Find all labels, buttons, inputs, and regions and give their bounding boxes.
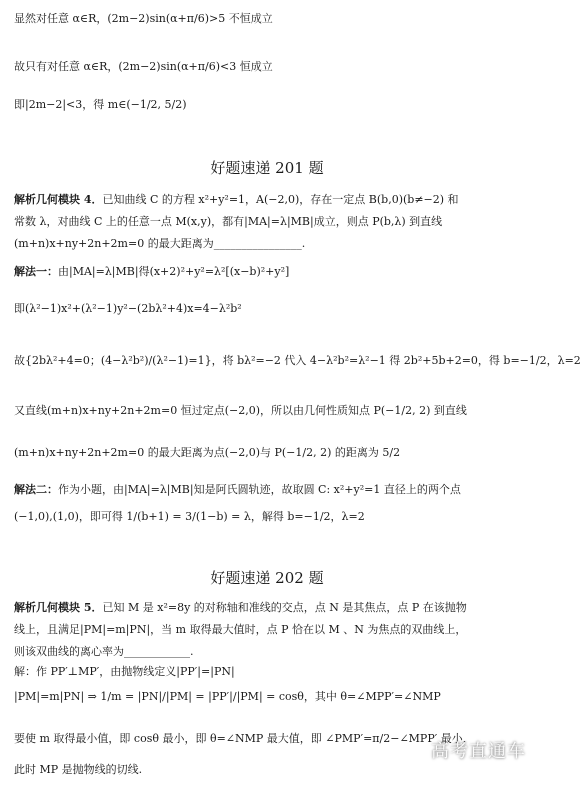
method-1-line: 故{2bλ²+4=0；(4−λ²b²)/(λ²−1)=1}，将 bλ²=−2 代入 4−λ²b²=λ²−1 得 2b²+5b+2=0，得 b=−1/2，λ=2 xyxy=(14,354,581,367)
section-title-202: 好题速递 202 题 xyxy=(210,569,324,587)
problem-202-line xyxy=(14,600,524,616)
method-text: 由|MA|=λ|MB|得(x+2)²+y²=λ²[(x−b)²+y²] xyxy=(58,265,290,278)
problem-201-line xyxy=(14,192,524,208)
method-1-line: 又直线(m+n)x+ny+2n+2m=0 恒过定点(−2,0)，所以由几何性质知点 P(−1/2, 2) 到直线 xyxy=(14,404,467,417)
problem-text: 已知 M 是 x²=8y 的对称轴和准线的交点，点 N 是其焦点，点 P 在该抛物 xyxy=(102,601,467,614)
problem-202-line: 则该双曲线的离心率为____________. xyxy=(14,645,194,658)
problem-label: 解析几何模块 4． xyxy=(14,193,103,206)
method-1-line: 即(λ²−1)x²+(λ²−1)y²−(2bλ²+4)x=4−λ²b² xyxy=(14,302,242,315)
method-2-line: (−1,0),(1,0)，即可得 1/(b+1) = 3/(1−b) = λ，解得 b=−1/2，λ=2 xyxy=(14,510,365,523)
method-2-line xyxy=(14,482,524,498)
watermark: 高考直通车 xyxy=(431,741,526,762)
problem-201-line: 常数 λ，对曲线 C 上的任意一点 M(x,y)，都有|MA|=λ|MB|成立，则点 P(b,λ) 到直线 xyxy=(14,215,443,228)
method-label: 解法一： xyxy=(14,265,58,278)
method-text: 作为小题，由|MA|=λ|MB|知是阿氏圆轨迹，故取圆 C: x²+y²=1 直径上的两个点 xyxy=(58,483,461,496)
solution-202-line: |PM|=m|PN| ⇒ 1/m = |PN|/|PM| = |PP′|/|PM| = cosθ，其中 θ=∠MPP′=∠NMP xyxy=(14,690,441,703)
solution-202-line: 解：作 PP′⊥MP′，由抛物线定义|PP′|=|PN| xyxy=(14,665,235,678)
problem-202-line: 线上，且满足|PM|=m|PN|，当 m 取得最大值时，点 P 恰在以 M 、N 为焦点的双曲线上， xyxy=(14,623,467,636)
solution-202-line: 要使 m 取得最小值，即 cosθ 最小，即 θ=∠NMP 最大值，即 ∠PMP′=π/2−∠MPP′ 最小， xyxy=(14,732,474,745)
method-1-line xyxy=(14,264,524,280)
text-line: 故只有对任意 α∈R，(2m−2)sin(α+π/6)<3 恒成立 xyxy=(14,60,273,73)
method-label: 解法二： xyxy=(14,483,58,496)
method-1-line: (m+n)x+ny+2n+2m=0 的最大距离为点(−2,0)与 P(−1/2, 2) 的距离为 5/2 xyxy=(14,446,401,459)
section-title-201: 好题速递 201 题 xyxy=(210,159,324,177)
problem-text: 已知曲线 C 的方程 x²+y²=1，A(−2,0)，存在一定点 B(b,0)(b≠−2) 和 xyxy=(102,193,459,206)
problem-label: 解析几何模块 5． xyxy=(14,601,103,614)
text-line: 显然对任意 α∈R，(2m−2)sin(α+π/6)>5 不恒成立 xyxy=(14,12,273,25)
problem-201-line: (m+n)x+ny+2n+2m=0 的最大距离为________________. xyxy=(14,237,306,250)
text-line: 即|2m−2|<3，得 m∈(−1/2, 5/2) xyxy=(14,98,187,111)
solution-202-line: 此时 MP 是抛物线的切线. xyxy=(14,763,143,776)
